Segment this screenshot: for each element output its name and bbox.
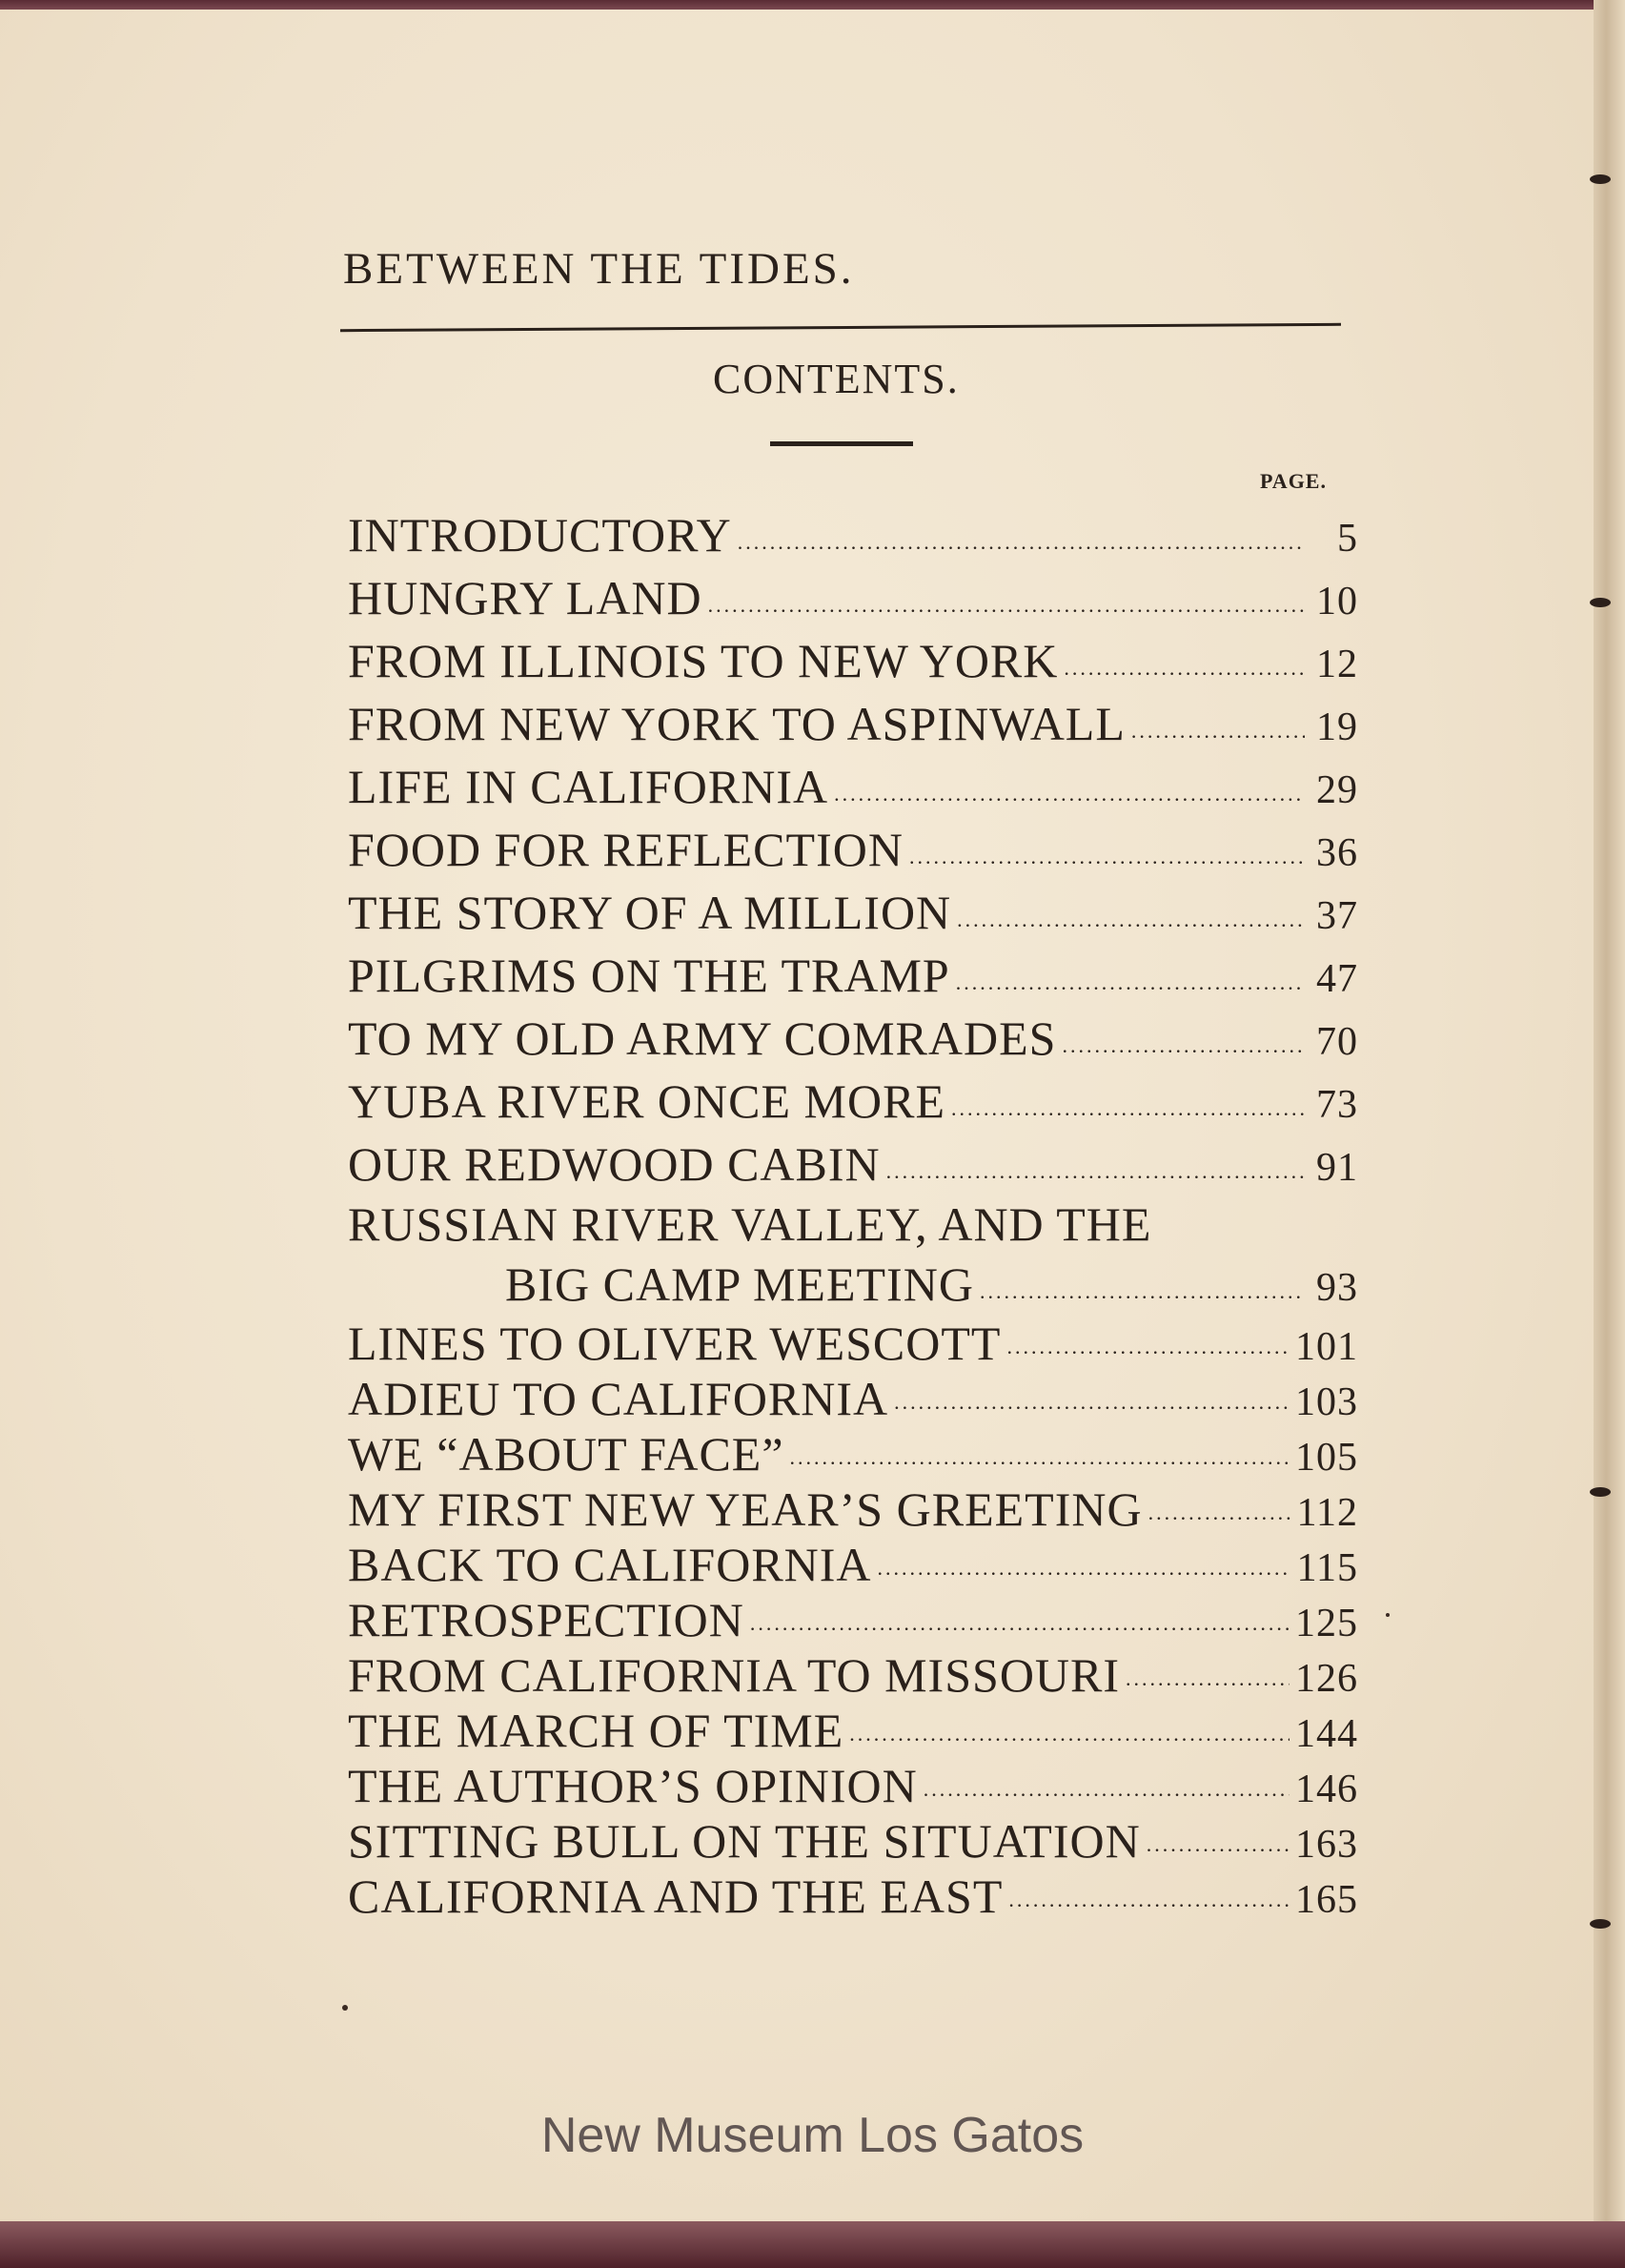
toc-entry-page: 103 <box>1295 1380 1358 1424</box>
toc-entry <box>348 629 1358 692</box>
toc-entry-page: 70 <box>1316 1020 1358 1064</box>
dot-leader <box>1148 1502 1291 1537</box>
toc-entry <box>348 1481 1358 1537</box>
contents-rule <box>770 441 913 446</box>
toc-entry-title: WE “ABOUT FACE” <box>348 1427 784 1481</box>
binding-notch <box>1590 598 1611 607</box>
toc-entry-page: 165 <box>1295 1878 1358 1922</box>
cover-bottom-edge <box>0 2221 1625 2268</box>
dot-leader <box>980 1281 1305 1316</box>
dot-leader <box>708 595 1305 629</box>
contents-heading: CONTENTS. <box>713 356 960 402</box>
toc-entry <box>348 1647 1358 1703</box>
toc-entry <box>348 1316 1358 1371</box>
toc-entry-title: OUR REDWOOD CABIN <box>348 1137 881 1191</box>
binding-notch <box>1590 1919 1611 1929</box>
toc-entry-page: 125 <box>1295 1602 1358 1645</box>
dot-leader <box>894 1392 1290 1426</box>
toc-entry-title: FROM ILLINOIS TO NEW YORK <box>348 634 1059 687</box>
toc-entry-page: 112 <box>1296 1491 1358 1535</box>
binding-notch <box>1590 1487 1611 1497</box>
toc-entry <box>348 755 1358 818</box>
toc-entry <box>348 1869 1358 1924</box>
toc-entry-page: 144 <box>1295 1712 1358 1756</box>
toc-entry <box>348 818 1358 881</box>
toc-entry-page: 93 <box>1316 1266 1358 1310</box>
toc-entry <box>348 1371 1358 1426</box>
toc-entry-page: 36 <box>1316 831 1358 875</box>
toc-entry-page: 101 <box>1295 1325 1358 1369</box>
toc-entry-title: PILGRIMS ON THE TRAMP <box>348 949 950 1002</box>
dot-leader <box>886 1161 1305 1195</box>
toc-entry-page: 126 <box>1295 1657 1358 1701</box>
toc-entry-page: 146 <box>1295 1767 1358 1811</box>
toc-entry <box>348 1592 1358 1647</box>
toc-entry <box>348 1758 1358 1813</box>
toc-entry <box>348 1537 1358 1592</box>
toc-entry-page: 115 <box>1296 1546 1358 1590</box>
toc-entry-title: FOOD FOR REFLECTION <box>348 823 904 876</box>
toc-entry-title: INTRODUCTORY <box>348 508 732 562</box>
dot-leader <box>738 532 1305 566</box>
toc-entry-title: TO MY OLD ARMY COMRADES <box>348 1011 1057 1065</box>
toc-entry-page: 12 <box>1316 643 1358 686</box>
dot-leader <box>956 972 1305 1007</box>
toc-entry-title: LINES TO OLIVER WESCOTT <box>348 1317 1002 1370</box>
toc-entry-title: MY FIRST NEW YEAR’S GREETING <box>348 1482 1143 1536</box>
toc-entry <box>348 1813 1358 1869</box>
dot-leader <box>1006 1337 1290 1371</box>
paper-speck <box>1386 1613 1390 1617</box>
toc-entry-title: THE AUTHOR’S OPINION <box>348 1759 918 1812</box>
toc-entry-page: 37 <box>1316 894 1358 938</box>
table-of-contents <box>348 503 1358 1924</box>
dot-leader <box>1126 1668 1290 1703</box>
toc-entry-page: 91 <box>1316 1146 1358 1190</box>
toc-entry-title: LIFE IN CALIFORNIA <box>348 760 829 813</box>
dot-leader <box>924 1779 1290 1813</box>
cover-top-edge <box>0 0 1625 10</box>
toc-entry <box>348 1133 1358 1195</box>
toc-entry-title: CALIFORNIA AND THE EAST <box>348 1870 1004 1923</box>
dot-leader <box>1008 1890 1290 1924</box>
toc-entry-title: FROM NEW YORK TO ASPINWALL <box>348 697 1126 750</box>
paper-speck <box>342 2005 348 2011</box>
toc-entry-title: BACK TO CALIFORNIA <box>348 1538 872 1591</box>
toc-entry-title: YUBA RIVER ONCE MORE <box>348 1074 945 1128</box>
dot-leader <box>790 1447 1290 1481</box>
toc-entry-page: 47 <box>1316 957 1358 1001</box>
book-title: BETWEEN THE TIDES. <box>343 244 855 294</box>
toc-entry-title: SITTING BULL ON THE SITUATION <box>348 1814 1141 1868</box>
binding-notch <box>1590 174 1611 184</box>
dot-leader <box>951 1098 1305 1133</box>
dot-leader <box>1147 1834 1290 1869</box>
dot-leader <box>878 1558 1291 1592</box>
toc-entry-page: 29 <box>1316 768 1358 812</box>
toc-entry-title-line1: RUSSIAN RIVER VALLEY, AND THE <box>348 1197 1152 1251</box>
toc-entry-page: 73 <box>1316 1083 1358 1127</box>
toc-entry-title: RETROSPECTION <box>348 1593 744 1646</box>
toc-entry-title: ADIEU TO CALIFORNIA <box>348 1372 889 1425</box>
dot-leader <box>1062 1035 1305 1070</box>
dot-leader <box>957 909 1305 944</box>
dot-leader <box>849 1724 1290 1758</box>
toc-entry <box>348 1070 1358 1133</box>
toc-entry <box>348 1007 1358 1070</box>
toc-entry-title: THE STORY OF A MILLION <box>348 886 952 939</box>
toc-entry-title-line2: BIG CAMP MEETING <box>505 1257 974 1311</box>
dot-leader <box>834 784 1305 818</box>
toc-entry-page: 163 <box>1295 1823 1358 1867</box>
dot-leader <box>750 1613 1290 1647</box>
toc-entry-title: FROM CALIFORNIA TO MISSOURI <box>348 1648 1121 1702</box>
dot-leader <box>1064 658 1305 692</box>
page-column-label: PAGE. <box>1260 469 1327 493</box>
toc-entry <box>348 692 1358 755</box>
dot-leader <box>1131 721 1305 755</box>
dot-leader <box>909 847 1305 881</box>
toc-entry-page: 19 <box>1316 705 1358 749</box>
title-rule <box>340 323 1341 332</box>
toc-entry <box>348 1253 1358 1316</box>
toc-entry-title: HUNGRY LAND <box>348 571 702 624</box>
toc-entry-page: 10 <box>1316 580 1358 623</box>
toc-entry <box>348 944 1358 1007</box>
toc-entry-title: THE MARCH OF TIME <box>348 1704 844 1757</box>
toc-entry <box>348 1703 1358 1758</box>
museum-watermark: New Museum Los Gatos <box>540 2108 1085 2163</box>
toc-entry <box>348 1426 1358 1481</box>
toc-entry <box>348 503 1358 566</box>
toc-entry <box>348 566 1358 629</box>
toc-entry <box>348 881 1358 944</box>
toc-entry-page: 5 <box>1337 517 1358 561</box>
toc-entry-page: 105 <box>1295 1436 1358 1480</box>
